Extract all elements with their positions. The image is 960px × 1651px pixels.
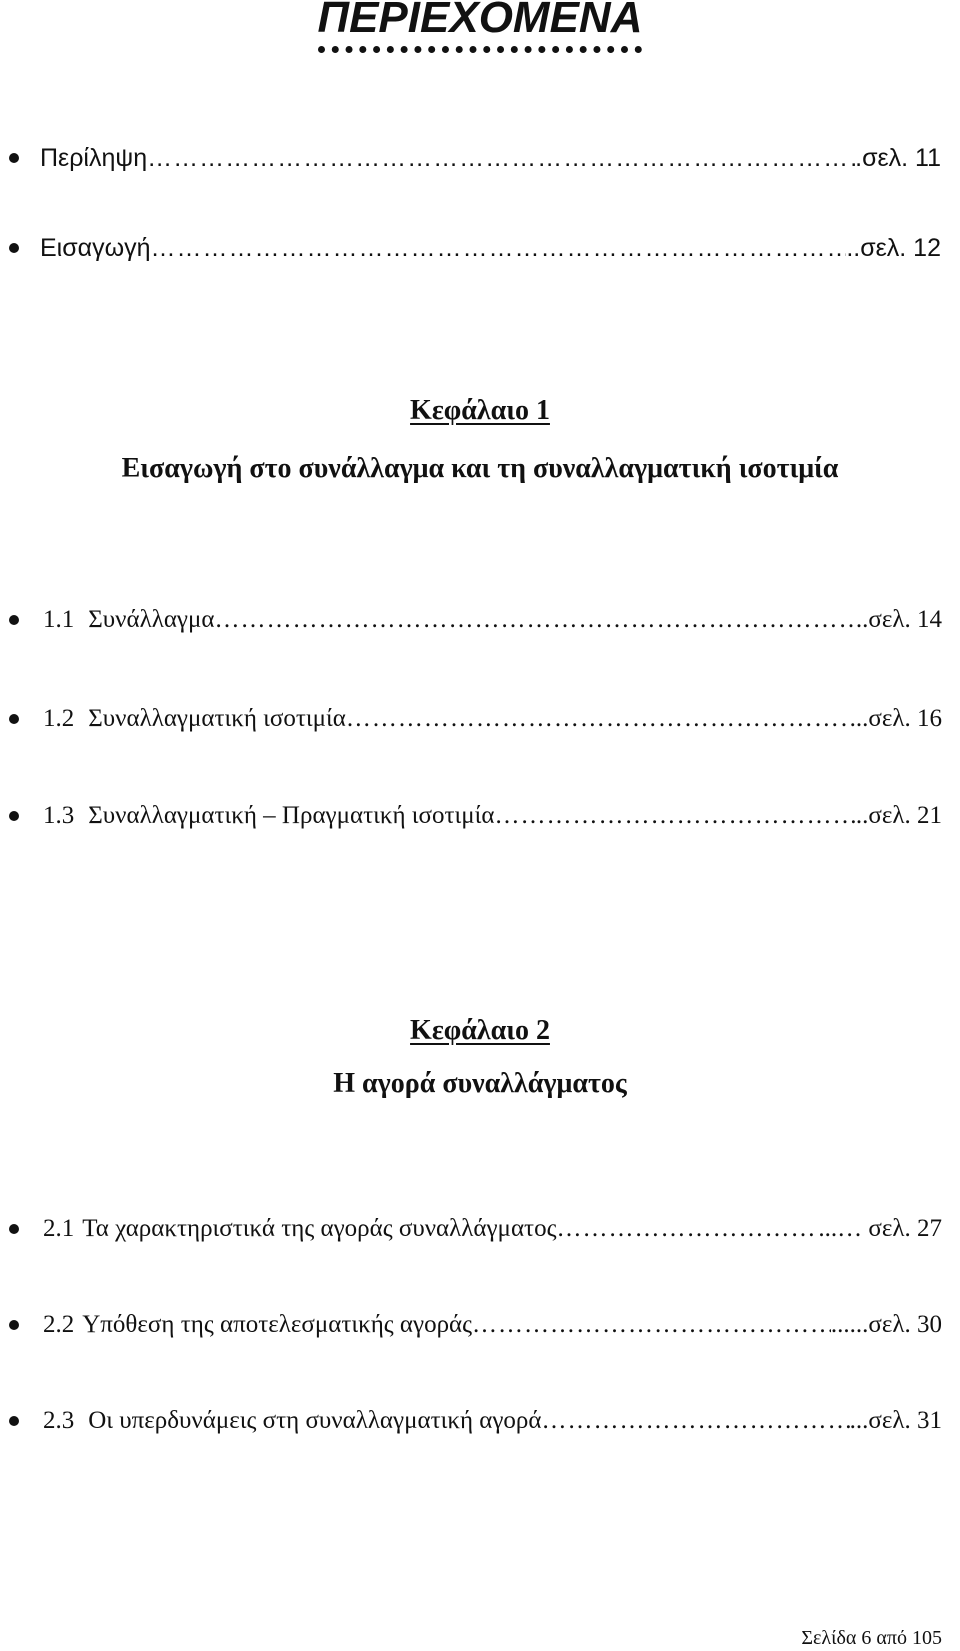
dot-leader [346,702,850,736]
toc-entry-2-3[interactable] [0,1404,960,1438]
toc-entry-page: ...σελ. 16 [849,705,942,732]
toc-entry-1-1[interactable] [0,603,960,637]
toc-entry-page: ..σελ. 14 [855,606,942,633]
toc-entry-label: Οι υπερδυνάμεις στη συναλλαγματική αγορά [88,1407,542,1434]
toc-entry-introduction[interactable] [0,231,960,265]
toc-entry-number: 2.2 [43,1311,75,1338]
bullet-icon [9,615,19,625]
bullet-icon [9,811,19,821]
dot-leader [557,1212,819,1246]
toc-entry-1-2[interactable] [0,702,960,736]
bullet-icon [9,714,19,724]
toc-entry-label: Συνάλλαγμα [88,606,215,633]
bullet-icon [9,1224,19,1234]
page-title-text: ΠΕΡΙΕΧΟΜΕΝΑ [318,0,643,53]
dot-leader [542,1404,850,1438]
toc-entry-number: 2.1 [43,1215,75,1242]
dot-leader [472,1308,831,1342]
chapter-2-heading-text: Κεφάλαιο 2 [410,1015,550,1046]
page-number-footer: Σελίδα 6 από 105 [801,1627,942,1649]
page-title [0,0,960,53]
toc-entry-number: 2.3 [43,1407,75,1434]
chapter-2-heading [0,1013,960,1049]
chapter-1-heading-text: Κεφάλαιο 1 [410,395,550,426]
dot-leader [214,603,855,637]
toc-entry-number: 1.2 [43,705,75,732]
toc-entry-page: ...σελ. 31 [849,1407,942,1434]
dot-leader [495,799,856,833]
bullet-icon [9,1416,19,1426]
toc-entry-number: 1.1 [43,606,75,633]
toc-entry-page: ......σελ. 30 [830,1311,942,1338]
toc-entry-page: .σελ. 11 [855,144,941,172]
toc-entry-number: 1.3 [43,802,75,829]
toc-entry-2-1[interactable] [0,1212,960,1246]
toc-entry-label: Εισαγωγή [40,234,151,262]
toc-entry-page: ..σελ. 12 [846,234,941,262]
chapter-1-subtitle: Εισαγωγή στο συνάλλαγμα και τη συναλλαγματική ισοτιμία [121,453,839,484]
toc-entry-label: Περίληψη [40,144,148,172]
dot-leader [147,141,855,175]
dot-leader [151,231,847,265]
bullet-icon [9,1320,19,1330]
bullet-icon [9,243,19,253]
toc-entry-page: ...… σελ. 27 [818,1215,942,1242]
toc-entry-page: ..σελ. 21 [855,802,942,829]
toc-entry-label: Τα χαρακτηριστικά της αγοράς συναλλάγματος [82,1215,557,1242]
toc-entry-summary[interactable] [0,141,960,175]
toc-entry-2-2[interactable] [0,1308,960,1342]
toc-entry-label: Συναλλαγματική – Πραγματική ισοτιμία [88,802,495,829]
toc-entry-1-3[interactable] [0,799,960,833]
chapter-1-heading [0,393,960,429]
chapter-2-subtitle: Η αγορά συναλλάγματος [333,1068,627,1099]
bullet-icon [9,153,19,163]
toc-entry-label: Υπόθεση της αποτελεσματικής αγοράς [82,1311,473,1338]
toc-entry-label: Συναλλαγματική ισοτιμία [88,705,346,732]
